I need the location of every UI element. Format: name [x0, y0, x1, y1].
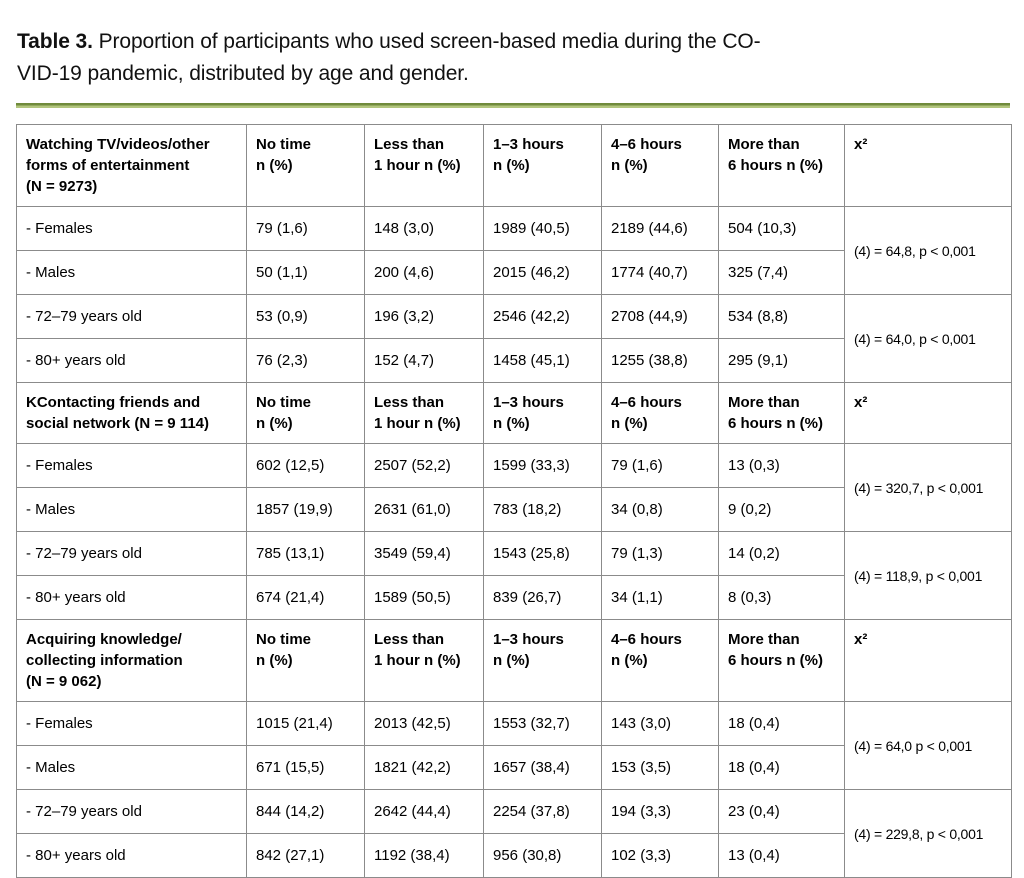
value-cell: [719, 488, 845, 532]
row-label-cell: [17, 834, 247, 878]
value-cell-text: 1989 (40,5): [493, 219, 570, 237]
value-cell: [484, 746, 602, 790]
value-cell: [484, 444, 602, 488]
chi-cell-text: (4) = 64,8, p < 0,001: [854, 242, 976, 259]
value-cell-text: 1821 (42,2): [374, 758, 451, 776]
column-header-cell-text: 6 hours n (%): [728, 415, 824, 432]
row-label-cell-text: - Males: [26, 263, 76, 281]
column-header-cell-text: 4–6 hours: [611, 136, 682, 153]
value-cell: [484, 790, 602, 834]
value-cell: [719, 576, 845, 620]
column-header-cell: [365, 383, 484, 444]
column-header-cell-text: n (%): [256, 652, 293, 669]
column-header-cell-text: More than: [728, 631, 800, 648]
column-header-cell-text: 1–3 hours: [493, 394, 564, 411]
value-cell: [247, 576, 365, 620]
value-cell-text: 783 (18,2): [493, 500, 562, 518]
column-header-cell-text: n (%): [611, 415, 648, 432]
table-row: [17, 295, 1012, 339]
value-cell: [719, 251, 845, 295]
value-cell-text: 153 (3,5): [611, 758, 672, 776]
row-label-cell-text: - Females: [26, 219, 93, 237]
value-cell-text: 1458 (45,1): [493, 351, 570, 369]
value-cell-text: 842 (27,1): [256, 846, 325, 864]
column-header-cell-text: n (%): [493, 157, 530, 174]
value-cell: [247, 834, 365, 878]
column-header-cell-text: More than: [728, 136, 800, 153]
value-cell-text: 534 (8,8): [728, 307, 789, 325]
column-header-cell: [365, 125, 484, 207]
row-label-cell-text: - Females: [26, 456, 93, 474]
chi-cell-text: (4) = 118,9, p < 0,001: [854, 567, 983, 584]
chi-cell: [845, 702, 1012, 790]
column-header-cell-text: 6 hours n (%): [728, 652, 824, 669]
value-cell-text: 1657 (38,4): [493, 758, 570, 776]
section-header-row: [17, 383, 1012, 444]
table-body: [17, 125, 1012, 878]
value-cell: [719, 746, 845, 790]
value-cell-text: 2507 (52,2): [374, 456, 451, 474]
row-label-cell-text: - 80+ years old: [26, 588, 126, 606]
row-label-cell-text: - Females: [26, 714, 93, 732]
value-cell: [719, 532, 845, 576]
value-cell-text: 102 (3,3): [611, 846, 672, 864]
chi-header-cell-text: x²: [854, 394, 868, 411]
chi-cell-text: (4) = 229,8, p < 0,001: [854, 825, 984, 842]
column-header-cell-text: n (%): [611, 157, 648, 174]
section-label-cell-text: forms of entertainment: [26, 157, 190, 174]
column-header-cell-text: n (%): [611, 652, 648, 669]
value-cell: [365, 834, 484, 878]
value-cell: [247, 702, 365, 746]
value-cell-text: 196 (3,2): [374, 307, 435, 325]
value-cell-text: 1192 (38,4): [374, 846, 450, 864]
chi-cell: [845, 532, 1012, 620]
value-cell-text: 3549 (59,4): [374, 544, 451, 562]
column-header-cell: [602, 383, 719, 444]
value-cell: [365, 251, 484, 295]
value-cell-text: 34 (1,1): [611, 588, 663, 606]
value-cell-text: 1857 (19,9): [256, 500, 333, 518]
value-cell: [602, 295, 719, 339]
value-cell-text: 1543 (25,8): [493, 544, 570, 562]
column-header-cell-text: 4–6 hours: [611, 394, 682, 411]
table-caption-label: Table 3.: [17, 30, 93, 53]
row-label-cell: [17, 488, 247, 532]
section-label-cell: [17, 620, 247, 702]
column-header-cell: [484, 620, 602, 702]
value-cell: [602, 746, 719, 790]
section-label-cell-text: (N = 9 062): [26, 673, 102, 690]
value-cell: [484, 834, 602, 878]
value-cell-text: 9 (0,2): [728, 500, 772, 518]
value-cell: [719, 339, 845, 383]
column-header-cell: [247, 125, 365, 207]
value-cell-text: 14 (0,2): [728, 544, 780, 562]
column-header-cell-text: 4–6 hours: [611, 631, 682, 648]
section-label-cell-text: Acquiring knowledge/: [26, 631, 182, 648]
chi-header-cell: [845, 383, 1012, 444]
value-cell-text: 2708 (44,9): [611, 307, 688, 325]
value-cell-text: 956 (30,8): [493, 846, 562, 864]
column-header-cell-text: 6 hours n (%): [728, 157, 824, 174]
value-cell: [484, 251, 602, 295]
value-cell-text: 2189 (44,6): [611, 219, 688, 237]
value-cell: [365, 702, 484, 746]
value-cell-text: 602 (12,5): [256, 456, 325, 474]
value-cell-text: 839 (26,7): [493, 588, 562, 606]
row-label-cell: [17, 295, 247, 339]
value-cell: [247, 746, 365, 790]
table-caption-text-line2: VID-19 pandemic, distributed by age and gender.: [17, 62, 469, 85]
value-cell-text: 1599 (33,3): [493, 456, 570, 474]
table-row: [17, 207, 1012, 251]
value-cell-text: 18 (0,4): [728, 758, 780, 776]
value-cell: [602, 702, 719, 746]
chi-header-cell-text: x²: [854, 136, 868, 153]
value-cell-text: 295 (9,1): [728, 351, 789, 369]
value-cell: [247, 488, 365, 532]
value-cell-text: 18 (0,4): [728, 714, 780, 732]
value-cell-text: 2015 (46,2): [493, 263, 570, 281]
row-label-cell: [17, 444, 247, 488]
chi-cell: [845, 444, 1012, 532]
column-header-cell-text: Less than: [374, 631, 445, 648]
value-cell: [719, 834, 845, 878]
table-row: [17, 444, 1012, 488]
top-divider: [16, 103, 1010, 108]
value-cell: [602, 207, 719, 251]
value-cell-text: 143 (3,0): [611, 714, 672, 732]
value-cell-text: 200 (4,6): [374, 263, 435, 281]
column-header-cell: [484, 383, 602, 444]
value-cell-text: 1255 (38,8): [611, 351, 688, 369]
row-label-cell-text: - 80+ years old: [26, 351, 126, 369]
chi-header-cell-text: x²: [854, 631, 868, 648]
column-header-cell-text: n (%): [493, 652, 530, 669]
column-header-cell: [247, 620, 365, 702]
section-label-cell-text: KContacting friends and: [26, 394, 201, 411]
column-header-cell: [602, 620, 719, 702]
section-header-row: [17, 125, 1012, 207]
row-label-cell: [17, 339, 247, 383]
section-header-row: [17, 620, 1012, 702]
value-cell-text: 504 (10,3): [728, 219, 797, 237]
column-header-cell-text: Less than: [374, 136, 445, 153]
value-cell-text: 76 (2,3): [256, 351, 308, 369]
value-cell: [719, 295, 845, 339]
row-label-cell-text: - 72–79 years old: [26, 544, 142, 562]
column-header-cell-text: 1–3 hours: [493, 631, 564, 648]
value-cell: [484, 295, 602, 339]
value-cell: [365, 790, 484, 834]
value-cell: [365, 532, 484, 576]
column-header-cell-text: n (%): [256, 415, 293, 432]
chi-cell-text: (4) = 320,7, p < 0,001: [854, 479, 984, 496]
column-header-cell: [719, 125, 845, 207]
value-cell-text: 1015 (21,4): [256, 714, 333, 732]
row-label-cell-text: - 72–79 years old: [26, 802, 142, 820]
row-label-cell: [17, 532, 247, 576]
value-cell-text: 79 (1,6): [611, 456, 663, 474]
value-cell: [602, 834, 719, 878]
section-label-cell-text: social network (N = 9 114): [26, 415, 209, 432]
value-cell: [365, 295, 484, 339]
chi-cell: [845, 295, 1012, 383]
value-cell: [247, 251, 365, 295]
value-cell: [484, 576, 602, 620]
column-header-cell-text: No time: [256, 136, 312, 153]
row-label-cell-text: - Males: [26, 500, 76, 518]
row-label-cell-text: - 72–79 years old: [26, 307, 142, 325]
value-cell-text: 50 (1,1): [256, 263, 308, 281]
section-label-cell: [17, 383, 247, 444]
value-cell-text: 152 (4,7): [374, 351, 435, 369]
value-cell: [247, 532, 365, 576]
chi-cell: [845, 790, 1012, 878]
column-header-cell: [247, 383, 365, 444]
value-cell: [719, 207, 845, 251]
value-cell: [602, 488, 719, 532]
column-header-cell-text: 1 hour n (%): [374, 157, 461, 174]
column-header-cell-text: No time: [256, 631, 312, 648]
value-cell-text: 671 (15,5): [256, 758, 325, 776]
section-label-cell-text: Watching TV/videos/other: [26, 136, 210, 153]
value-cell: [365, 746, 484, 790]
column-header-cell-text: n (%): [256, 157, 293, 174]
value-cell-text: 2631 (61,0): [374, 500, 451, 518]
value-cell: [365, 339, 484, 383]
value-cell-text: 8 (0,3): [728, 588, 772, 606]
column-header-cell-text: n (%): [493, 415, 530, 432]
value-cell: [719, 790, 845, 834]
value-cell: [602, 576, 719, 620]
value-cell: [365, 444, 484, 488]
value-cell-text: 53 (0,9): [256, 307, 308, 325]
value-cell-text: 79 (1,3): [611, 544, 663, 562]
value-cell-text: 23 (0,4): [728, 802, 780, 820]
chi-cell-text: (4) = 64,0 p < 0,001: [854, 737, 972, 754]
table-row: [17, 702, 1012, 746]
value-cell-text: 1774 (40,7): [611, 263, 688, 281]
table-caption: [17, 26, 1010, 90]
column-header-cell: [719, 620, 845, 702]
row-label-cell: [17, 576, 247, 620]
value-cell-text: 13 (0,4): [728, 846, 780, 864]
value-cell: [365, 207, 484, 251]
value-cell: [484, 488, 602, 532]
column-header-cell-text: 1 hour n (%): [374, 415, 461, 432]
value-cell: [247, 444, 365, 488]
row-label-cell: [17, 251, 247, 295]
value-cell-text: 148 (3,0): [374, 219, 435, 237]
value-cell-text: 1589 (50,5): [374, 588, 451, 606]
value-cell-text: 2254 (37,8): [493, 802, 570, 820]
chi-cell: [845, 207, 1012, 295]
column-header-cell: [365, 620, 484, 702]
table-row: [17, 790, 1012, 834]
value-cell: [602, 444, 719, 488]
chi-cell-text: (4) = 64,0, p < 0,001: [854, 330, 976, 347]
value-cell-text: 1553 (32,7): [493, 714, 570, 732]
value-cell: [247, 207, 365, 251]
value-cell: [365, 488, 484, 532]
value-cell: [484, 339, 602, 383]
chi-header-cell: [845, 620, 1012, 702]
value-cell: [484, 532, 602, 576]
value-cell-text: 79 (1,6): [256, 219, 308, 237]
column-header-cell: [719, 383, 845, 444]
column-header-cell-text: 1 hour n (%): [374, 652, 461, 669]
value-cell-text: 674 (21,4): [256, 588, 325, 606]
row-label-cell: [17, 790, 247, 834]
value-cell-text: 2642 (44,4): [374, 802, 451, 820]
value-cell-text: 325 (7,4): [728, 263, 789, 281]
value-cell-text: 34 (0,8): [611, 500, 663, 518]
row-label-cell: [17, 207, 247, 251]
value-cell-text: 194 (3,3): [611, 802, 672, 820]
value-cell: [719, 444, 845, 488]
column-header-cell: [602, 125, 719, 207]
value-cell: [484, 207, 602, 251]
value-cell: [247, 790, 365, 834]
column-header-cell-text: More than: [728, 394, 800, 411]
data-table: [16, 124, 1012, 878]
value-cell-text: 2013 (42,5): [374, 714, 451, 732]
value-cell-text: 2546 (42,2): [493, 307, 570, 325]
table-caption-text-line1: Proportion of participants who used screen-based media during the CO-: [98, 30, 761, 53]
chi-header-cell: [845, 125, 1012, 207]
table-row: [17, 532, 1012, 576]
value-cell-text: 844 (14,2): [256, 802, 325, 820]
value-cell: [602, 251, 719, 295]
section-label-cell-text: (N = 9273): [26, 178, 98, 195]
section-label-cell-text: collecting information: [26, 652, 183, 669]
value-cell: [719, 702, 845, 746]
value-cell: [484, 702, 602, 746]
value-cell: [602, 790, 719, 834]
row-label-cell: [17, 702, 247, 746]
value-cell-text: 13 (0,3): [728, 456, 780, 474]
column-header-cell-text: 1–3 hours: [493, 136, 564, 153]
value-cell: [247, 339, 365, 383]
column-header-cell-text: Less than: [374, 394, 445, 411]
value-cell: [602, 339, 719, 383]
column-header-cell: [484, 125, 602, 207]
row-label-cell: [17, 746, 247, 790]
value-cell: [365, 576, 484, 620]
section-label-cell: [17, 125, 247, 207]
value-cell: [602, 532, 719, 576]
column-header-cell-text: No time: [256, 394, 312, 411]
value-cell: [247, 295, 365, 339]
row-label-cell-text: - 80+ years old: [26, 846, 126, 864]
value-cell-text: 785 (13,1): [256, 544, 325, 562]
row-label-cell-text: - Males: [26, 758, 76, 776]
